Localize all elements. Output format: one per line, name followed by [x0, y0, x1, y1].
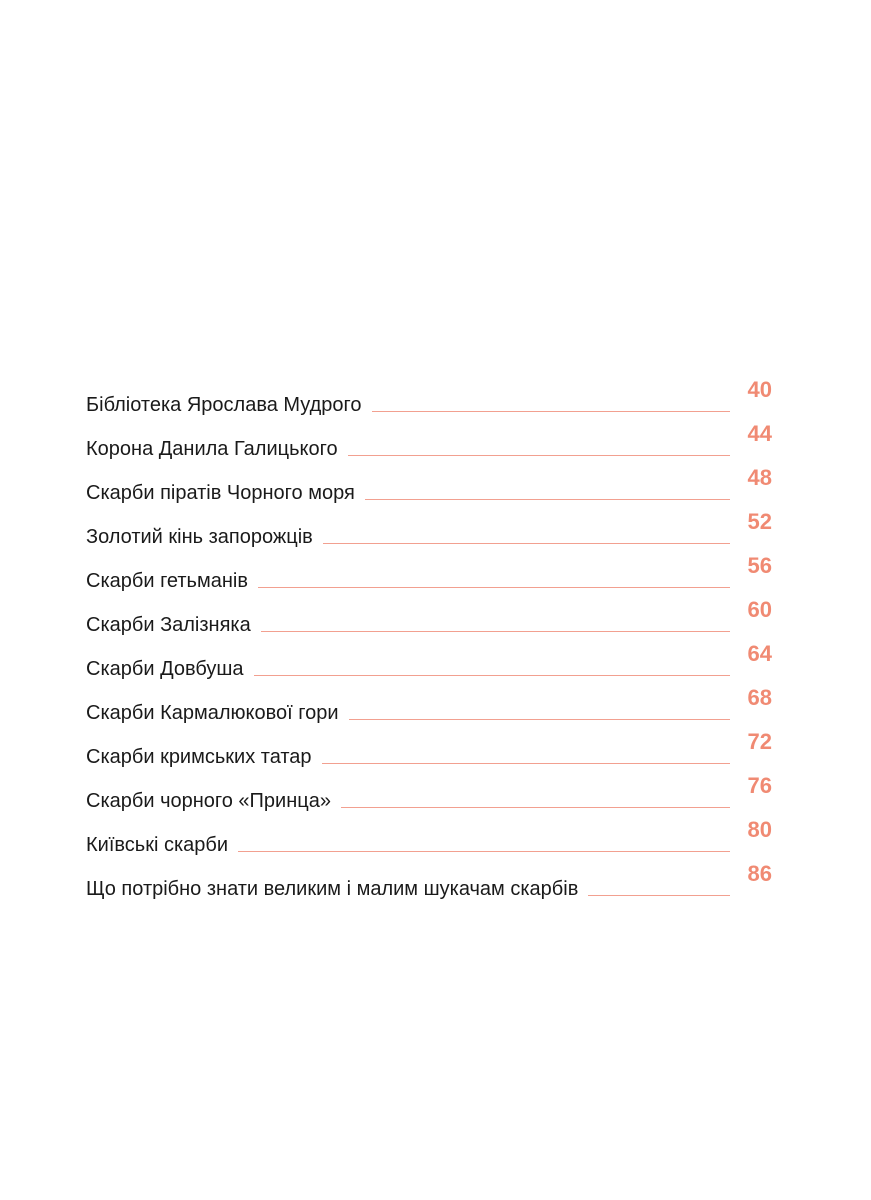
toc-entry [86, 726, 772, 770]
toc-leader-line [348, 455, 730, 456]
toc-entry [86, 462, 772, 506]
toc-entry-page-number: 80 [747, 817, 772, 842]
toc-entry [86, 638, 772, 682]
toc-entry-title: Київські скарби [86, 834, 229, 856]
toc-entry [86, 594, 772, 638]
toc-entry-page-number: 56 [747, 553, 772, 578]
toc-entry [86, 374, 772, 418]
toc-leader-line [238, 851, 730, 852]
toc-entry-page-number: 40 [747, 377, 772, 402]
toc-leader-line [588, 895, 730, 896]
toc-entry [86, 506, 772, 550]
toc-entry-page-number: 64 [747, 641, 772, 666]
toc-entry-title: Золотий кінь запорожців [86, 526, 313, 548]
toc-entry-page-number: 72 [747, 729, 772, 754]
toc-entry-title: Скарби Кармалюкової гори [86, 702, 339, 724]
table-of-contents [86, 374, 772, 902]
toc-entry-title: Скарби кримських татар [86, 746, 312, 768]
toc-entry [86, 418, 772, 462]
toc-entry [86, 550, 772, 594]
toc-leader-line [323, 543, 730, 544]
toc-entry [86, 814, 772, 858]
toc-entry-title: Бібліотека Ярослава Мудрого [86, 394, 362, 416]
toc-entry-title: Скарби Залізняка [86, 614, 251, 636]
toc-entry-page-number: 44 [747, 421, 772, 446]
toc-entry-title: Скарби чорного «Принца» [86, 790, 331, 812]
toc-entry-title: Скарби гетьманів [86, 570, 248, 592]
toc-entry-page-number: 60 [747, 597, 772, 622]
toc-entry-page-number: 52 [747, 509, 772, 534]
toc-entry-title: Що потрібно знати великим і малим шукачам скарбів [86, 878, 579, 900]
toc-entry-page-number: 68 [747, 685, 772, 710]
toc-entry-page-number: 86 [747, 861, 772, 886]
toc-leader-line [341, 807, 730, 808]
toc-entry [86, 858, 772, 902]
toc-leader-line [261, 631, 730, 632]
toc-entry-page-number: 76 [747, 773, 772, 798]
toc-leader-line [254, 675, 730, 676]
toc-leader-line [322, 763, 730, 764]
toc-entry-title: Корона Данила Галицького [86, 438, 338, 460]
toc-entry-title: Скарби Довбуша [86, 658, 244, 680]
toc-leader-line [365, 499, 730, 500]
toc-entry [86, 682, 772, 726]
toc-leader-line [258, 587, 730, 588]
toc-leader-line [372, 411, 730, 412]
toc-leader-line [349, 719, 730, 720]
toc-entry [86, 770, 772, 814]
toc-entry-page-number: 48 [747, 465, 772, 490]
toc-entry-title: Скарби піратів Чорного моря [86, 482, 355, 504]
